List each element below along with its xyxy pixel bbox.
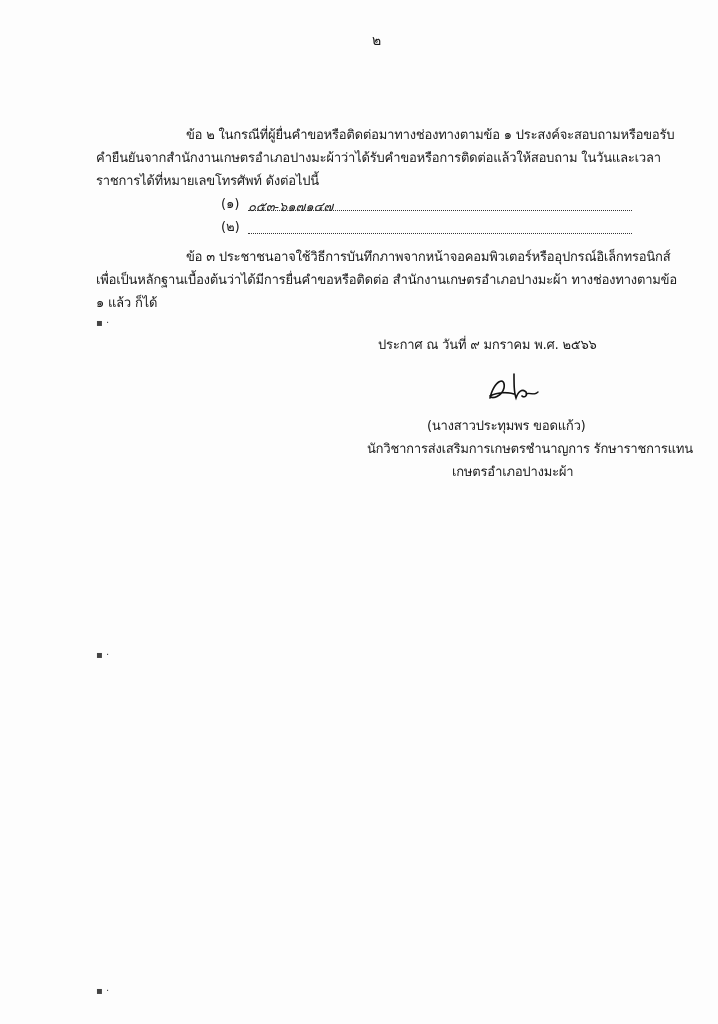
phone-item-2-dotted-line [248,233,632,234]
page-number: ๒ [372,33,382,49]
signatory-office: เกษตรอำเภอปางมะผ้า [452,465,574,480]
clause-2-line-3: ราชการได้ที่หมายเลขโทรศัพท์ ดังต่อไปนี้ [96,174,319,189]
clause-3-line-2: เพื่อเป็นหลักฐานเบื้องต้นว่าได้มีการยื่นคำขอหรือติดต่อ สำนักงานเกษตรอำเภอปางมะผ้า ทางช่องทางตามข้อ [96,273,677,288]
phone-item-1-value: ๐๕๓-๖๑๗๑๔๗ [248,200,334,215]
scan-mark: ▪ · [96,318,110,329]
phone-item-1-label: (๑) [221,197,240,212]
clause-3-line-1: ข้อ ๓ ประชาชนอาจใช้วิธีการบันทึกภาพจากหน้าจอคอมพิวเตอร์หรืออุปกรณ์อิเล็กทรอนิกส์ [186,250,671,265]
signatory-position: นักวิชาการส่งเสริมการเกษตรชำนาญการ รักษาราชการแทน [367,442,693,457]
clause-2-line-2: คำยืนยันจากสำนักงานเกษตรอำเภอปางมะผ้าว่าได้รับคำขอหรือการติดต่อแล้วให้สอบถาม ในวันและเวลา [96,151,661,166]
phone-item-2-label: (๒) [221,220,240,235]
signature-image [484,366,544,406]
announcement-date: ประกาศ ณ วันที่ ๙ มกราคม พ.ศ. ๒๕๖๖ [378,338,597,353]
signatory-name: (นางสาวประทุมพร ขอดแก้ว) [427,419,586,434]
clause-3-line-3: ๑ แล้ว ก็ได้ [96,296,158,311]
scan-mark: ▪ · [96,986,110,997]
clause-2-line-1: ข้อ ๒ ในกรณีที่ผู้ยื่นคำขอหรือติดต่อมาทางช่องทางตามข้อ ๑ ประสงค์จะสอบถามหรือขอรับ [186,128,675,143]
phone-item-1-dotted-line [248,210,632,211]
scan-mark: ▪ · [96,650,110,661]
